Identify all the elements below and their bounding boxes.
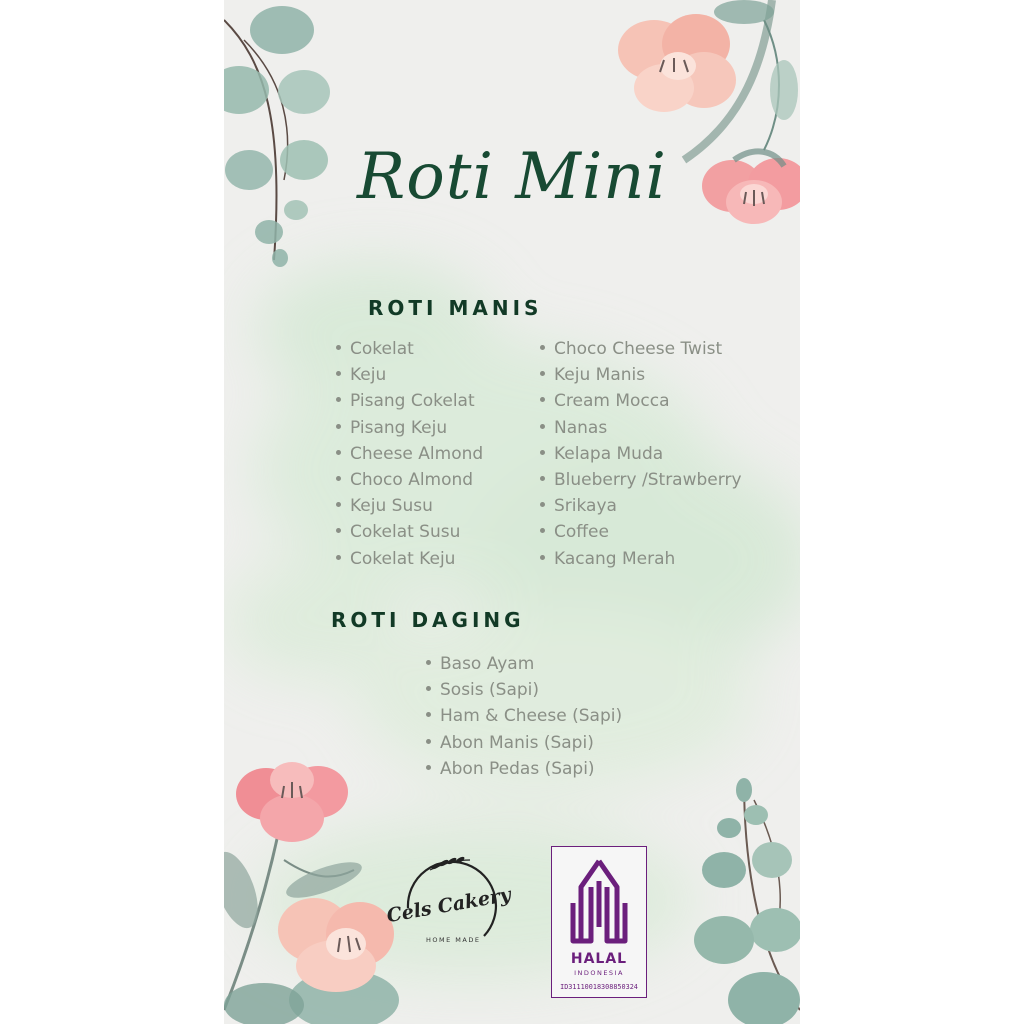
menu-item-label: Baso Ayam [440,654,535,674]
bullet-icon [540,345,545,350]
halal-country: INDONESIA [574,969,624,977]
bullet-icon [336,502,341,507]
menu-item [540,493,742,519]
menu-item-label: Keju [350,365,387,386]
bullet-icon [426,660,431,665]
roti-daging-list [426,651,622,782]
bullet-icon [540,424,545,429]
menu-item-label: Keju Manis [554,365,646,386]
bullet-icon [540,502,545,507]
logo-brand-name: Cels Cakery [385,883,513,928]
section-heading-roti-manis: ROTI MANIS [368,296,543,320]
menu-item [426,651,622,677]
menu-item-label: Sosis (Sapi) [440,680,540,701]
menu-item-label: Coffee [554,522,609,543]
bullet-icon [540,555,545,560]
halal-logo-icon [569,857,629,949]
menu-item [540,336,742,362]
bullet-icon [540,450,545,455]
menu-item-label: Cokelat Keju [350,548,456,569]
menu-item [336,493,483,519]
logo-tagline: HOME MADE [426,936,481,944]
bullet-icon [336,424,341,429]
menu-item-label: Nanas [554,417,608,438]
menu-item-label: Choco Cheese Twist [554,339,723,359]
menu-item [336,546,483,572]
menu-item-label: Srikaya [554,496,617,517]
bullet-icon [540,397,545,402]
bullet-icon [540,476,545,481]
bullet-icon [336,476,341,481]
menu-item-label: Abon Pedas (Sapi) [440,758,595,779]
menu-item-label: Cheese Almond [350,443,484,464]
menu-item [540,362,742,388]
bullet-icon [426,739,431,744]
eucalyptus-top-left [224,6,330,267]
bullet-icon [426,712,431,717]
menu-item [336,388,483,414]
menu-item-label: Abon Manis (Sapi) [440,732,594,753]
menu-item [336,467,483,493]
menu-item-label: Cokelat [350,339,414,359]
menu-item-label: Blueberry /Strawberry [554,469,742,490]
bullet-icon [336,371,341,376]
menu-item [426,703,622,729]
bullet-icon [336,345,341,350]
menu-item-label: Keju Susu [350,496,433,517]
menu-item [426,756,622,782]
menu-item [336,336,483,362]
menu-item-label: Ham & Cheese (Sapi) [440,706,623,727]
bullet-icon [426,686,431,691]
bullet-icon [540,371,545,376]
bullet-icon [336,528,341,533]
halal-indonesia-badge [551,846,647,998]
menu-item [540,388,742,414]
menu-item-label: Cokelat Susu [350,522,461,543]
menu-item [540,546,742,572]
menu-item [540,415,742,441]
bullet-icon [540,528,545,533]
menu-item-label: Pisang Cokelat [350,391,475,412]
eucalyptus-bottom-right [694,778,800,1024]
bullet-icon [336,450,341,455]
menu-item-label: Choco Almond [350,469,474,490]
menu-item-label: Kacang Merah [554,548,676,569]
cels-cakery-logo [385,852,513,962]
menu-item [426,730,622,756]
menu-item-label: Pisang Keju [350,417,448,438]
section-heading-roti-daging: ROTI DAGING [331,608,525,632]
page-title: Roti Mini [357,140,667,214]
menu-card [224,0,800,1024]
halal-certificate-id: ID31110018308850324 [560,983,638,991]
halal-label: HALAL [570,951,628,967]
menu-item [336,519,483,545]
menu-item-label: Kelapa Muda [554,443,664,464]
menu-item-label: Cream Mocca [554,391,670,412]
bullet-icon [336,397,341,402]
menu-item [540,467,742,493]
bullet-icon [336,555,341,560]
menu-item [540,519,742,545]
menu-item [336,362,483,388]
menu-item [540,441,742,467]
menu-item [426,677,622,703]
menu-item [336,415,483,441]
bullet-icon [426,765,431,770]
roti-manis-list-left [336,336,483,572]
menu-item [336,441,483,467]
roti-manis-list-right [540,336,742,572]
